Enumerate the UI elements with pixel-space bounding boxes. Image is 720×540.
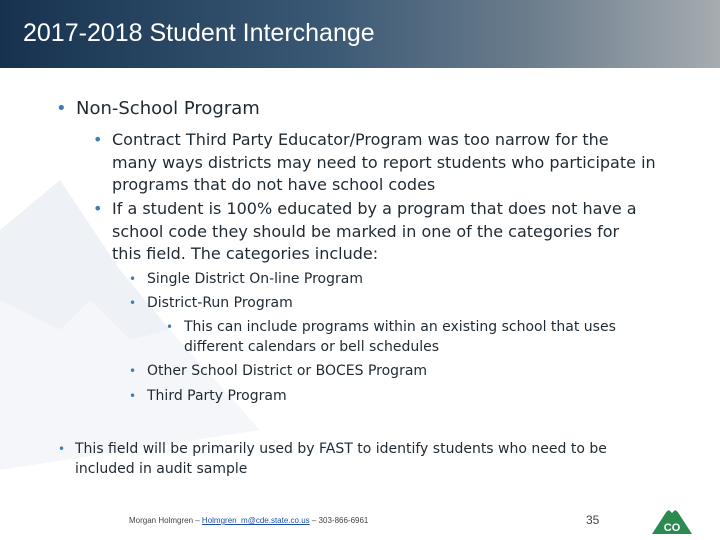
bullet-dot-icon: • bbox=[93, 199, 103, 218]
bullet-dot-icon: • bbox=[129, 364, 137, 378]
colorado-logo-icon bbox=[648, 500, 696, 536]
bullet-dot-icon: • bbox=[166, 320, 174, 334]
bullet-text: If a student is 100% educated by a program that does not have a school code they should be marked in one of the categories for this field. The categories include: bbox=[112, 199, 637, 263]
bullet-text: This can include programs within an existing school that uses different calendars or bell schedules bbox=[184, 319, 616, 355]
bullet-third-party bbox=[129, 384, 627, 408]
bullet-dot-icon: • bbox=[58, 442, 66, 456]
page-number: 35 bbox=[586, 513, 600, 527]
footer-email-link[interactable]: Holmgren_m@cde.state.co.us bbox=[201, 516, 310, 525]
bullet-dot-icon: • bbox=[56, 98, 67, 119]
bullet-dot-icon: • bbox=[129, 296, 137, 310]
bullet-text: Non-School Program bbox=[76, 98, 260, 119]
slide-title: 2017-2018 Student Interchange bbox=[23, 19, 375, 47]
bullet-contract-third-party bbox=[93, 129, 657, 197]
bullet-text: Other School District or BOCES Program bbox=[147, 363, 428, 379]
bullet-dot-icon: • bbox=[129, 272, 137, 286]
logo-text: CO bbox=[663, 522, 681, 534]
bullet-text: Third Party Program bbox=[147, 388, 287, 404]
footer-contact bbox=[129, 516, 368, 525]
bullet-text: This field will be primarily used by FAST to identify students who need to be included in audit sample bbox=[75, 441, 607, 477]
bullet-other-school bbox=[129, 359, 627, 383]
bullet-this-can-include bbox=[166, 317, 649, 357]
bullet-district-run bbox=[129, 291, 627, 315]
bullet-dot-icon: • bbox=[93, 130, 103, 149]
bullet-if-student bbox=[93, 198, 642, 266]
bullet-single-district bbox=[129, 267, 627, 291]
bullet-dot-icon: • bbox=[129, 389, 137, 403]
bullet-text: District-Run Program bbox=[147, 295, 293, 311]
bullet-this-field bbox=[58, 439, 660, 479]
bullet-text: Single District On-line Program bbox=[147, 271, 363, 287]
footer-phone: – 303-866-6961 bbox=[309, 516, 369, 525]
footer-name: Morgan Holmgren – bbox=[129, 516, 202, 525]
bullet-text: Contract Third Party Educator/Program was too narrow for the many ways districts may need to report students who participate in programs that do not have school codes bbox=[112, 130, 656, 194]
bullet-non-school-program bbox=[56, 98, 636, 120]
